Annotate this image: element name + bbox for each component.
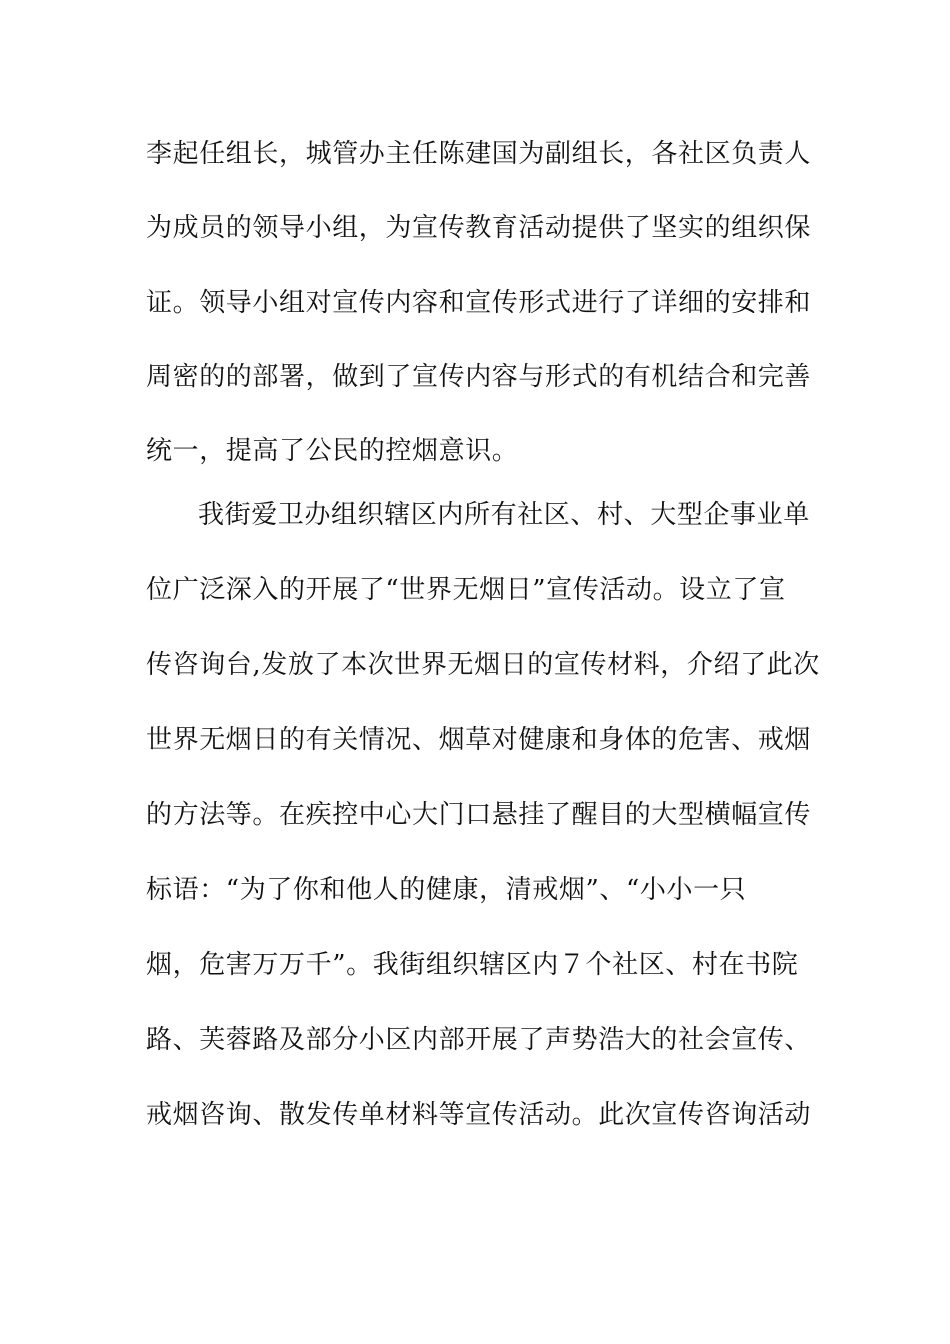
text-line: 周密的的部署，做到了宣传内容与形式的有机结合和完善 — [146, 362, 812, 392]
text-line: 标语：“为了你和他人的健康，清戒烟”、“小小一只 — [146, 875, 747, 905]
text-line: 位广泛深入的开展了“世界无烟日”宣传活动。设立了宣 — [146, 575, 786, 605]
text-line: 证。领导小组对宣传内容和宣传形式进行了详细的安排和 — [146, 288, 812, 318]
text-line: 李起任组长，城管办主任陈建国为副组长，各社区负责人 — [146, 139, 812, 169]
text-line: 烟，危害万万千”。我街组织辖区内７个社区、村在书院 — [146, 950, 799, 980]
text-line: 的方法等。在疾控中心大门口悬挂了醒目的大型横幅宣传 — [146, 800, 812, 830]
text-line: 统一，提高了公民的控烟意识。 — [146, 436, 519, 466]
paragraph-first-line: 我街爱卫办组织辖区内所有社区、村、大型企事业单 — [198, 500, 810, 530]
text-line: 为成员的领导小组，为宣传教育活动提供了坚实的组织保 — [146, 213, 812, 243]
text-line: 路、芙蓉路及部分小区内部开展了声势浩大的社会宣传、 — [146, 1025, 812, 1055]
text-line: 戒烟咨询、散发传单材料等宣传活动。此次宣传咨询活动 — [146, 1100, 812, 1130]
text-line: 传咨询台,发放了本次世界无烟日的宣传材料，介绍了此次 — [146, 650, 820, 680]
text-line: 世界无烟日的有关情况、烟草对健康和身体的危害、戒烟 — [146, 725, 812, 755]
